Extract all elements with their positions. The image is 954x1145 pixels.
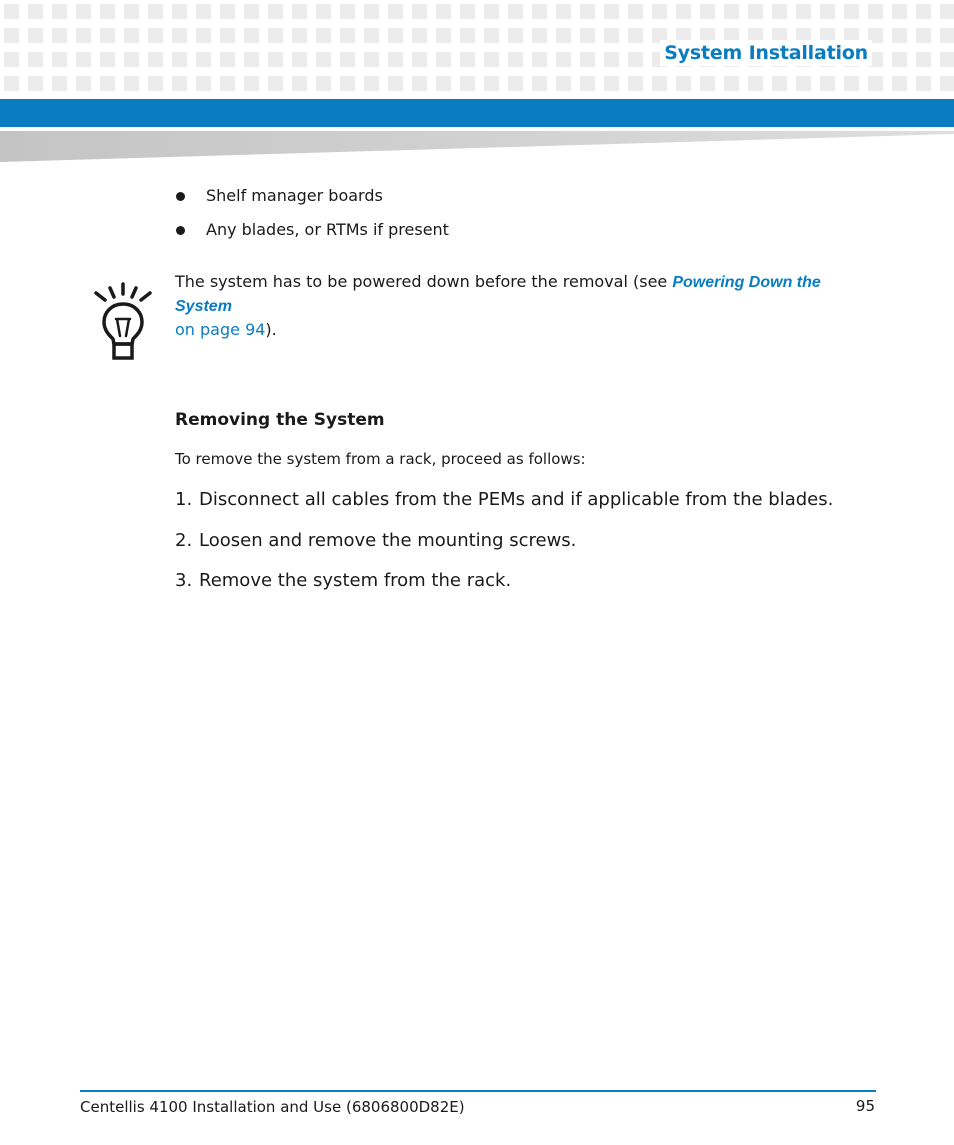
pattern-square: [604, 52, 619, 67]
pattern-square: [388, 52, 403, 67]
pattern-square: [436, 52, 451, 67]
procedure-step: [175, 486, 833, 527]
pattern-square: [412, 28, 427, 43]
pattern-square: [484, 52, 499, 67]
pattern-square: [604, 4, 619, 19]
pattern-square: [940, 4, 954, 19]
pattern-square: [220, 52, 235, 67]
pattern-square: [196, 28, 211, 43]
pattern-square: [556, 4, 571, 19]
pattern-square: [772, 76, 787, 91]
pattern-square: [676, 76, 691, 91]
pattern-square: [220, 4, 235, 19]
pattern-square: [124, 76, 139, 91]
pattern-square: [52, 52, 67, 67]
list-item: [174, 217, 449, 251]
pattern-square: [436, 4, 451, 19]
pattern-square: [292, 28, 307, 43]
pattern-square: [4, 76, 19, 91]
pattern-square: [316, 28, 331, 43]
pattern-square: [124, 52, 139, 67]
pattern-square: [700, 4, 715, 19]
pattern-square: [52, 28, 67, 43]
pattern-square: [772, 4, 787, 19]
pattern-square: [844, 4, 859, 19]
pattern-square: [580, 52, 595, 67]
pattern-square: [724, 4, 739, 19]
pattern-square: [412, 76, 427, 91]
pattern-square: [484, 4, 499, 19]
pattern-square: [700, 76, 715, 91]
pattern-square: [172, 52, 187, 67]
pattern-square: [532, 4, 547, 19]
pattern-square: [604, 76, 619, 91]
pattern-square: [220, 76, 235, 91]
pattern-square: [4, 28, 19, 43]
pattern-square: [388, 28, 403, 43]
pattern-square: [292, 52, 307, 67]
pattern-square: [100, 52, 115, 67]
page-reference-link[interactable]: on page 94: [175, 320, 266, 339]
pattern-square: [628, 28, 643, 43]
section-title: System Installation: [660, 40, 872, 66]
pattern-square: [916, 52, 931, 67]
pattern-square: [916, 76, 931, 91]
pattern-square: [340, 28, 355, 43]
pattern-square: [4, 52, 19, 67]
footer-rule: [80, 1090, 876, 1092]
pattern-square: [508, 76, 523, 91]
pattern-square: [844, 76, 859, 91]
pattern-square: [532, 28, 547, 43]
pattern-square: [652, 76, 667, 91]
pattern-square: [172, 28, 187, 43]
pattern-square: [892, 76, 907, 91]
pattern-square: [796, 76, 811, 91]
procedure-step: [175, 567, 833, 608]
header-grey-wedge: [0, 131, 954, 163]
pattern-square: [148, 76, 163, 91]
pattern-square: [580, 4, 595, 19]
pattern-square: [364, 4, 379, 19]
pattern-square: [460, 76, 475, 91]
pattern-square: [364, 76, 379, 91]
step-number: 2.: [175, 529, 193, 551]
pattern-square: [412, 4, 427, 19]
pattern-square: [388, 4, 403, 19]
pattern-square: [532, 52, 547, 67]
pattern-square: [52, 76, 67, 91]
pattern-square: [820, 76, 835, 91]
section-intro: To remove the system from a rack, proceed as follows:: [175, 450, 586, 468]
pattern-square: [148, 28, 163, 43]
pattern-square: [244, 4, 259, 19]
pattern-square: [652, 4, 667, 19]
pattern-square: [436, 28, 451, 43]
pattern-square: [220, 28, 235, 43]
note-text-before: The system has to be powered down before the removal (see: [175, 272, 673, 291]
list-item-text: Shelf manager boards: [206, 186, 383, 205]
pattern-square: [508, 52, 523, 67]
pattern-square: [196, 76, 211, 91]
pattern-square: [316, 4, 331, 19]
pattern-square: [316, 52, 331, 67]
pattern-square: [460, 28, 475, 43]
pattern-square: [436, 76, 451, 91]
header-blue-band: [0, 99, 954, 127]
pattern-square: [412, 52, 427, 67]
step-number: 3.: [175, 570, 193, 591]
pattern-square: [196, 4, 211, 19]
pattern-square: [604, 28, 619, 43]
pattern-square: [100, 4, 115, 19]
step-text: Disconnect all cables from the PEMs and if applicable from the blades.: [199, 489, 834, 510]
bullet-icon: [176, 226, 185, 235]
pattern-square: [388, 76, 403, 91]
pattern-square: [556, 52, 571, 67]
pattern-square: [796, 4, 811, 19]
pattern-square: [940, 52, 954, 67]
pattern-square: [868, 4, 883, 19]
lightbulb-icon: [90, 280, 156, 362]
procedure-step: [175, 527, 833, 568]
pattern-square: [580, 76, 595, 91]
pattern-square: [940, 76, 954, 91]
pattern-square: [76, 52, 91, 67]
pattern-square: [172, 76, 187, 91]
pattern-square: [340, 4, 355, 19]
pattern-square: [868, 76, 883, 91]
pattern-square: [508, 4, 523, 19]
pattern-square: [172, 4, 187, 19]
pattern-square: [28, 4, 43, 19]
pattern-square: [340, 76, 355, 91]
pattern-square: [268, 52, 283, 67]
pattern-square: [364, 52, 379, 67]
procedure-steps: [175, 486, 833, 608]
pattern-square: [316, 76, 331, 91]
cross-reference-link[interactable]: Powering Down the System: [175, 274, 821, 315]
pattern-square: [28, 52, 43, 67]
pattern-square: [364, 28, 379, 43]
pattern-square: [580, 28, 595, 43]
list-item-text: Any blades, or RTMs if present: [206, 220, 449, 239]
pattern-square: [28, 28, 43, 43]
footer-page-number: 95: [855, 1097, 875, 1115]
pattern-square: [340, 52, 355, 67]
pattern-square: [892, 4, 907, 19]
pattern-square: [508, 28, 523, 43]
pattern-square: [244, 52, 259, 67]
pattern-square: [244, 28, 259, 43]
pattern-square: [196, 52, 211, 67]
pattern-square: [724, 76, 739, 91]
pattern-square: [916, 28, 931, 43]
pattern-square: [124, 28, 139, 43]
pattern-square: [892, 52, 907, 67]
pattern-square: [148, 52, 163, 67]
pattern-square: [484, 28, 499, 43]
pattern-square: [532, 76, 547, 91]
pattern-square: [556, 28, 571, 43]
bullet-icon: [176, 192, 185, 201]
step-number: 1.: [175, 489, 193, 510]
footer-document-title: Centellis 4100 Installation and Use (6806800D82E): [80, 1098, 465, 1116]
pattern-square: [292, 4, 307, 19]
step-text: Remove the system from the rack.: [199, 570, 512, 591]
pattern-square: [268, 4, 283, 19]
bullet-list: [174, 183, 449, 251]
pattern-square: [100, 28, 115, 43]
pattern-square: [940, 28, 954, 43]
pattern-square: [76, 76, 91, 91]
pattern-square: [820, 4, 835, 19]
pattern-square: [628, 52, 643, 67]
pattern-square: [556, 76, 571, 91]
step-text: Loosen and remove the mounting screws.: [199, 529, 577, 551]
pattern-square: [748, 76, 763, 91]
pattern-square: [676, 4, 691, 19]
pattern-square: [76, 28, 91, 43]
pattern-square: [100, 76, 115, 91]
pattern-square: [28, 76, 43, 91]
pattern-square: [892, 28, 907, 43]
pattern-square: [916, 4, 931, 19]
pattern-square: [292, 76, 307, 91]
pattern-square: [628, 76, 643, 91]
pattern-square: [76, 4, 91, 19]
pattern-square: [460, 4, 475, 19]
pattern-square: [484, 76, 499, 91]
pattern-square: [268, 28, 283, 43]
list-item: [174, 183, 449, 217]
section-heading: Removing the System: [175, 410, 385, 430]
pattern-square: [748, 4, 763, 19]
pattern-square: [148, 4, 163, 19]
pattern-square: [244, 76, 259, 91]
pattern-square: [628, 4, 643, 19]
note-text-after: ).: [265, 320, 277, 339]
pattern-square: [4, 4, 19, 19]
pattern-square: [268, 76, 283, 91]
pattern-square: [52, 4, 67, 19]
note-text: [175, 270, 875, 341]
pattern-square: [460, 52, 475, 67]
pattern-square: [124, 4, 139, 19]
